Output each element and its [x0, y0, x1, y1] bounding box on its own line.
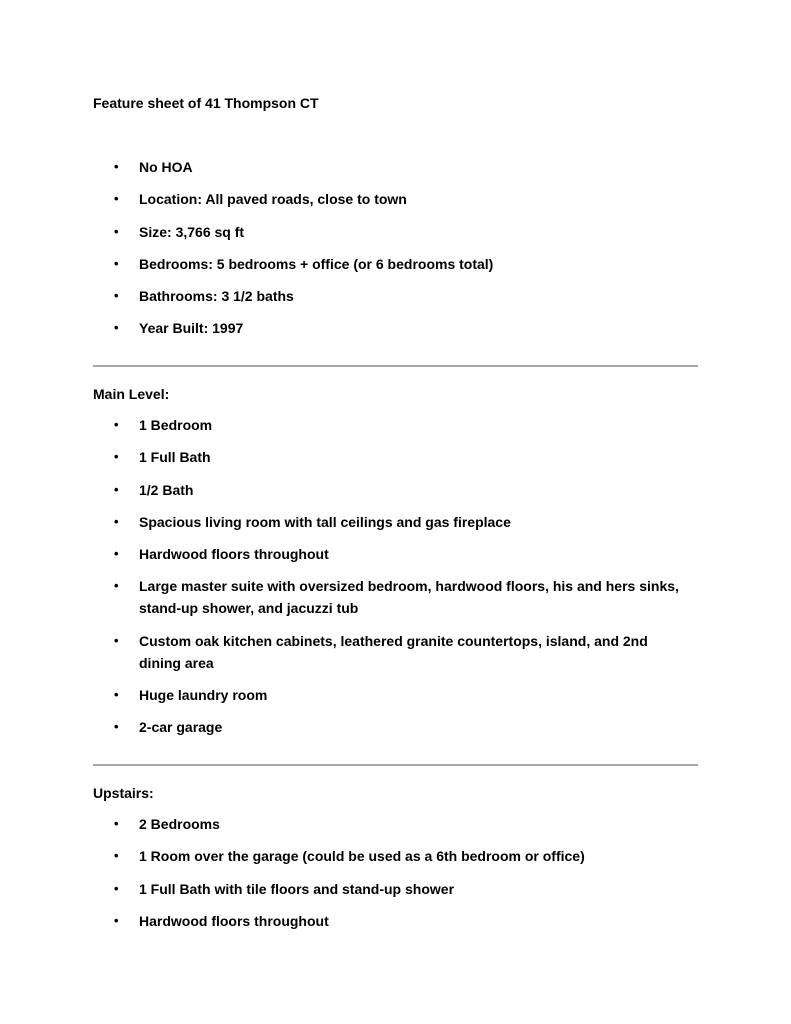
- list-item-text: Size: 3,766 sq ft: [139, 224, 245, 240]
- bullet-icon: •: [114, 256, 119, 271]
- list-item-text: Large master suite with oversized bedroom, hardwood floors, his and hers sinks, stand-up shower, and jacuzzi tub: [139, 578, 679, 616]
- bullet-icon: •: [114, 578, 119, 593]
- list-item-text: Custom oak kitchen cabinets, leathered granite countertops, island, and 2nd dining area: [139, 633, 648, 671]
- bullet-icon: •: [114, 320, 119, 335]
- list-item-text: 2 Bedrooms: [139, 816, 220, 832]
- bullet-icon: •: [114, 482, 119, 497]
- bullet-icon: •: [114, 546, 119, 561]
- list-item-text: Location: All paved roads, close to town: [139, 191, 407, 207]
- bullet-icon: •: [114, 848, 119, 863]
- bullet-icon: •: [114, 191, 119, 206]
- list-item-text: Hardwood floors throughout: [139, 913, 329, 929]
- list-item-text: No HOA: [139, 159, 193, 175]
- list-item-text: 1 Full Bath: [139, 449, 211, 465]
- bullet-icon: •: [114, 687, 119, 702]
- list-item-text: Bedrooms: 5 bedrooms + office (or 6 bedrooms total): [139, 256, 494, 272]
- list-item-text: Hardwood floors throughout: [139, 546, 329, 562]
- list-item-text: Bathrooms: 3 1/2 baths: [139, 288, 294, 304]
- bullet-icon: •: [114, 719, 119, 734]
- list-item-text: 1 Full Bath with tile floors and stand-up shower: [139, 881, 455, 897]
- list-item-text: 1/2 Bath: [139, 482, 194, 498]
- bullet-icon: •: [114, 288, 119, 303]
- list-item-text: Huge laundry room: [139, 687, 268, 703]
- section-divider: [93, 764, 698, 766]
- bullet-icon: •: [114, 224, 119, 239]
- bullet-icon: •: [114, 514, 119, 529]
- bullet-icon: •: [114, 417, 119, 432]
- page-title: Feature sheet of 41 Thompson CT: [93, 95, 319, 111]
- list-item-text: Spacious living room with tall ceilings and gas fireplace: [139, 514, 511, 530]
- section-divider: [93, 365, 698, 367]
- bullet-icon: •: [114, 159, 119, 174]
- list-item-text: 1 Bedroom: [139, 417, 213, 433]
- upstairs-heading: Upstairs:: [93, 785, 154, 801]
- bullet-icon: •: [114, 816, 119, 831]
- main-level-heading: Main Level:: [93, 386, 170, 402]
- list-item-text: 2-car garage: [139, 719, 223, 735]
- bullet-icon: •: [114, 449, 119, 464]
- bullet-icon: •: [114, 633, 119, 648]
- list-item-text: 1 Room over the garage (could be used as a 6th bedroom or office): [139, 848, 585, 864]
- bullet-icon: •: [114, 913, 119, 928]
- list-item-text: Year Built: 1997: [139, 320, 244, 336]
- bullet-icon: •: [114, 881, 119, 896]
